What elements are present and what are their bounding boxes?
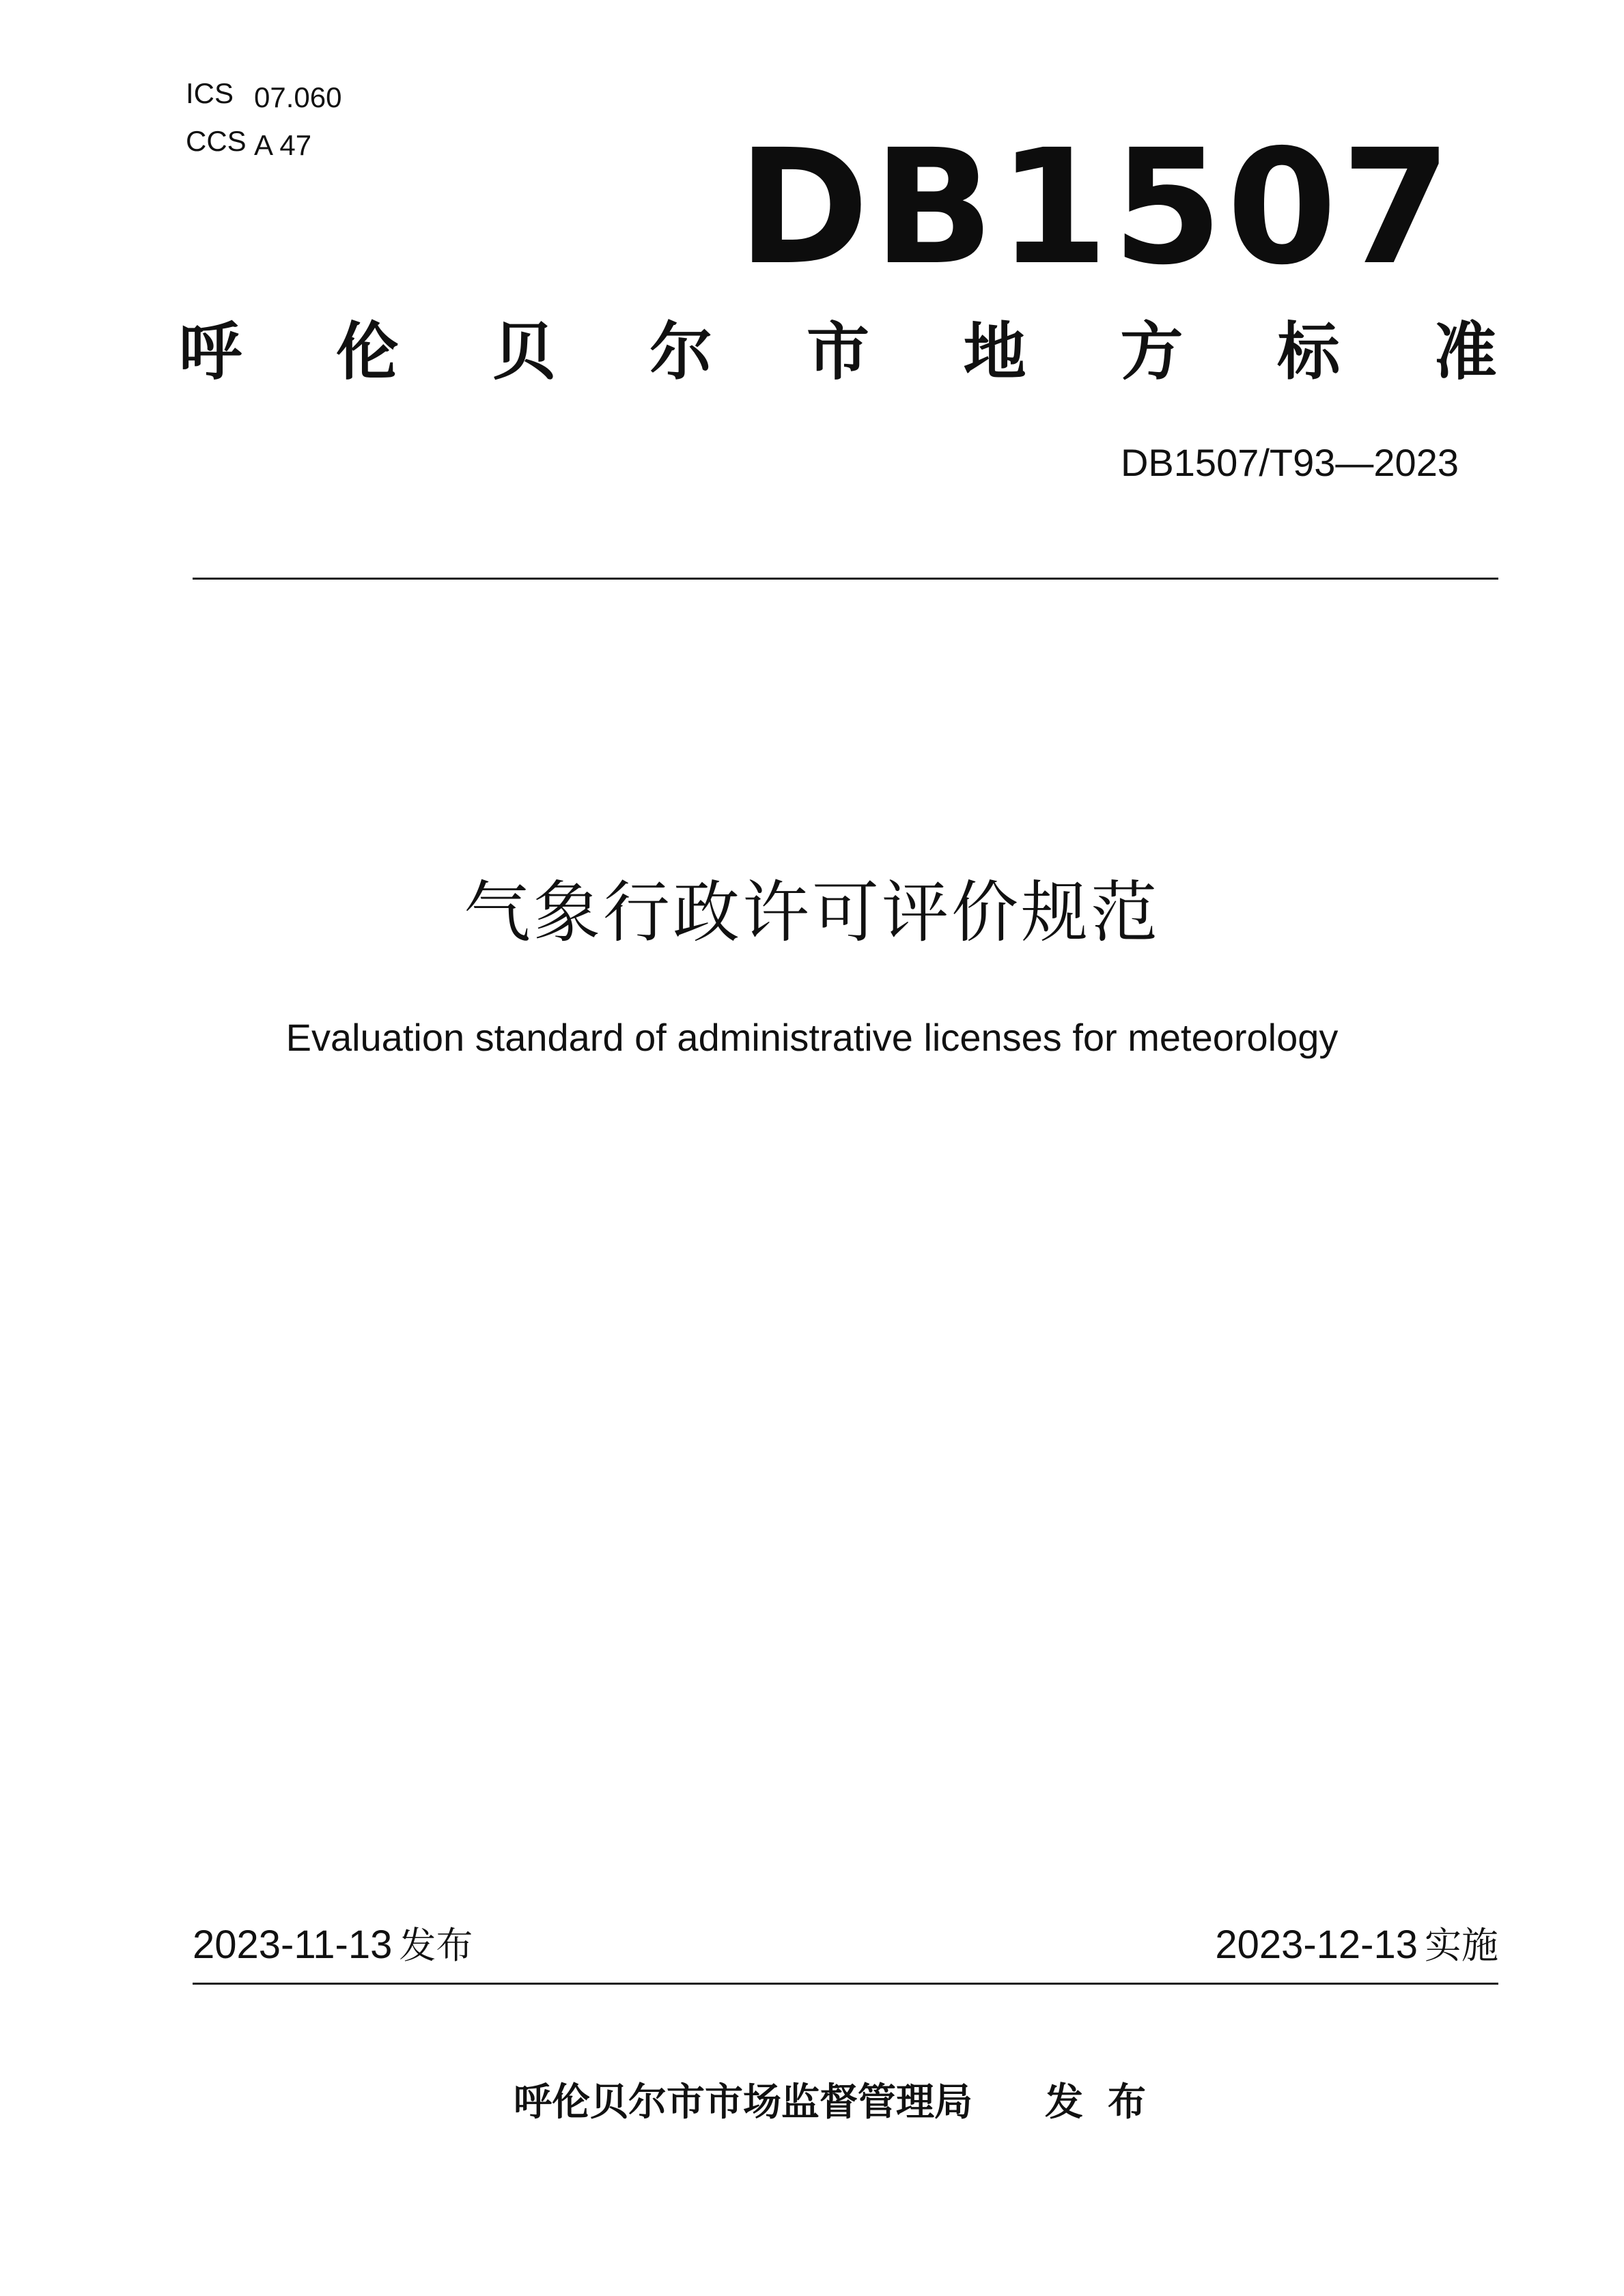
standard-code-logo: DB1507	[738, 115, 1456, 300]
issue-date: 2023-11-13	[193, 1923, 393, 1967]
standard-type-char: 尔	[649, 315, 713, 388]
publisher-action: 发布	[1045, 2080, 1171, 2125]
standard-type-char: 市	[806, 315, 869, 388]
ics-value: 07.060	[254, 81, 342, 113]
ccs-value: A 47	[254, 129, 312, 161]
top-divider	[193, 578, 1498, 580]
standard-type-char: 地	[963, 315, 1026, 388]
bottom-divider	[193, 1983, 1498, 1985]
standard-type-char: 方	[1120, 315, 1184, 388]
issue-label: 发布	[399, 1924, 473, 1967]
publisher-name: 呼伦贝尔市市场监督管理局	[514, 2080, 972, 2125]
standard-type-char: 呼	[179, 315, 242, 388]
issue-date-line	[193, 1925, 473, 1965]
standard-type-char: 伦	[335, 315, 399, 388]
document-title-en: Evaluation standard of administrative licenses for meteorology	[285, 1016, 1339, 1059]
standard-type-char: 标	[1277, 315, 1341, 388]
ics-label: ICS	[186, 77, 234, 109]
standard-type-char: 准	[1433, 315, 1497, 388]
effective-date: 2023-12-13	[1215, 1923, 1418, 1967]
effective-label: 实施	[1425, 1924, 1498, 1967]
standard-type-char: 贝	[492, 315, 556, 388]
document-title-zh: 气象行政许可评价规范	[463, 874, 1160, 952]
ccs-label: CCS	[186, 125, 247, 157]
standard-number: DB1507/T93—2023	[1120, 441, 1459, 484]
effective-date-line	[1215, 1925, 1498, 1965]
standard-type-heading	[179, 315, 1497, 388]
